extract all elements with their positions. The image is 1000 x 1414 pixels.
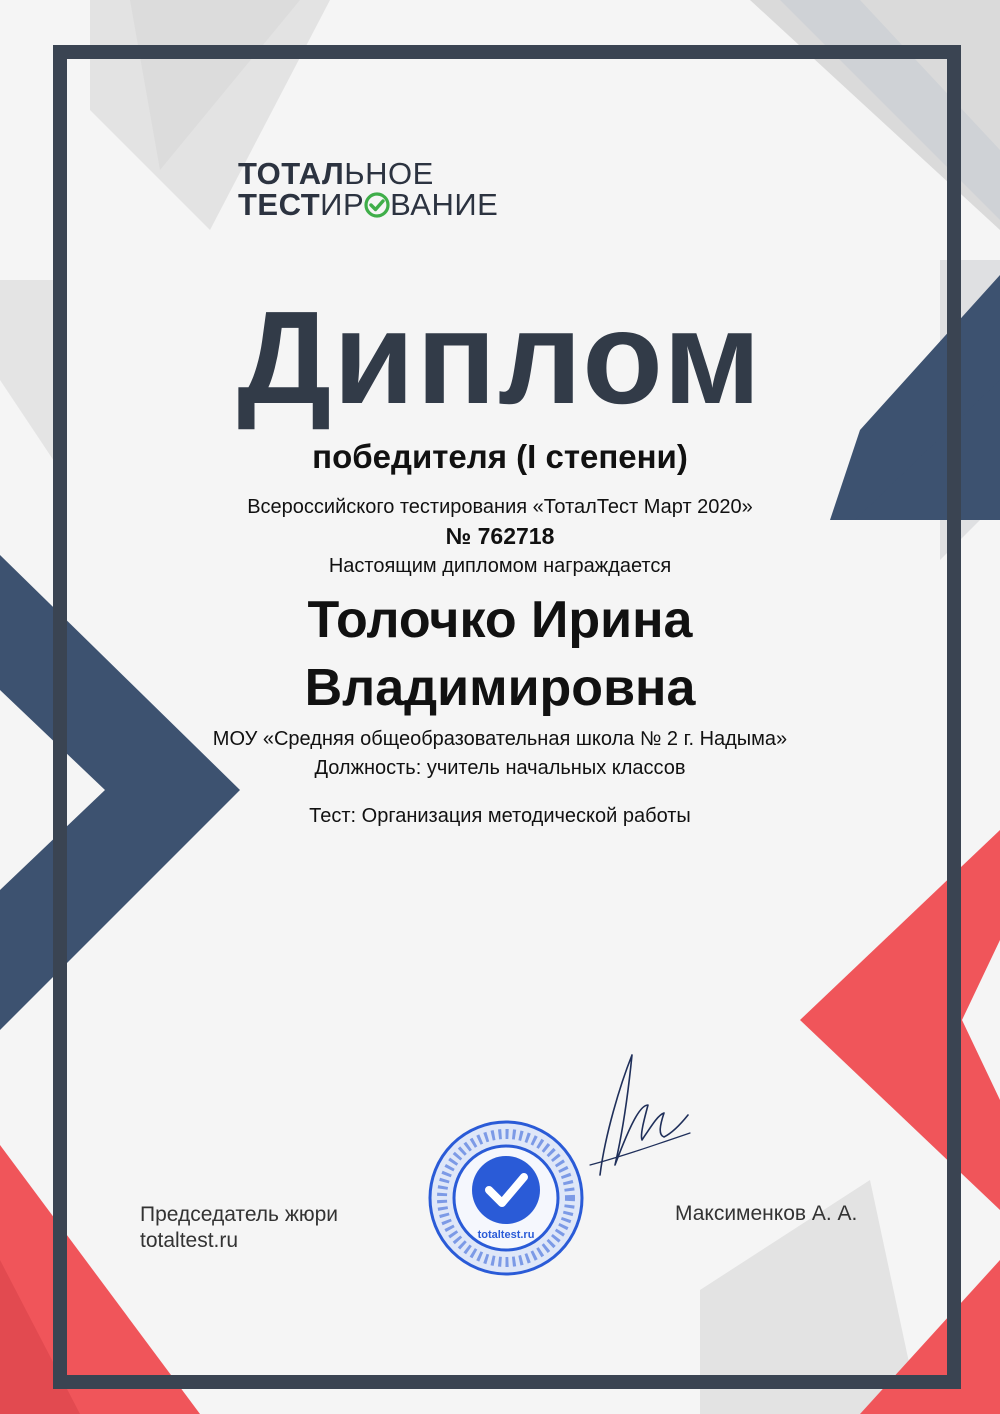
jury-site: totaltest.ru	[140, 1229, 239, 1252]
organization: МОУ «Средняя общеобразовательная школа № 2 г. Надыма»	[212, 728, 788, 750]
position: Должность: учитель начальных классов	[314, 757, 686, 779]
logo	[238, 158, 498, 220]
stamp-center-text: totaltest.ru	[477, 1229, 535, 1241]
check-circle-icon	[364, 192, 390, 218]
logo-line-2: ТЕСТИР ВАНИЕ	[238, 187, 499, 222]
test-name: Тест: Организация методической работы	[309, 805, 691, 827]
diploma-title: Диплом	[237, 284, 763, 431]
logo-line-1: ТОТАЛЬНОЕ	[238, 156, 434, 191]
event-name: Всероссийского тестирования «ТоталТест Март 2020»	[247, 496, 753, 518]
signer-name: Максименков А. А.	[675, 1202, 858, 1225]
jury-block	[140, 1202, 338, 1254]
signature	[560, 1045, 700, 1185]
award-text: Настоящим дипломом награждается	[328, 555, 672, 577]
recipient-name-line-2: Владимировна	[304, 659, 696, 717]
recipient-name-line-1: Толочко Ирина	[307, 591, 693, 649]
jury-title: Председатель жюри	[140, 1203, 339, 1226]
diploma-subtitle: победителя (I степени)	[312, 438, 688, 475]
diploma-number: № 762718	[445, 523, 555, 549]
